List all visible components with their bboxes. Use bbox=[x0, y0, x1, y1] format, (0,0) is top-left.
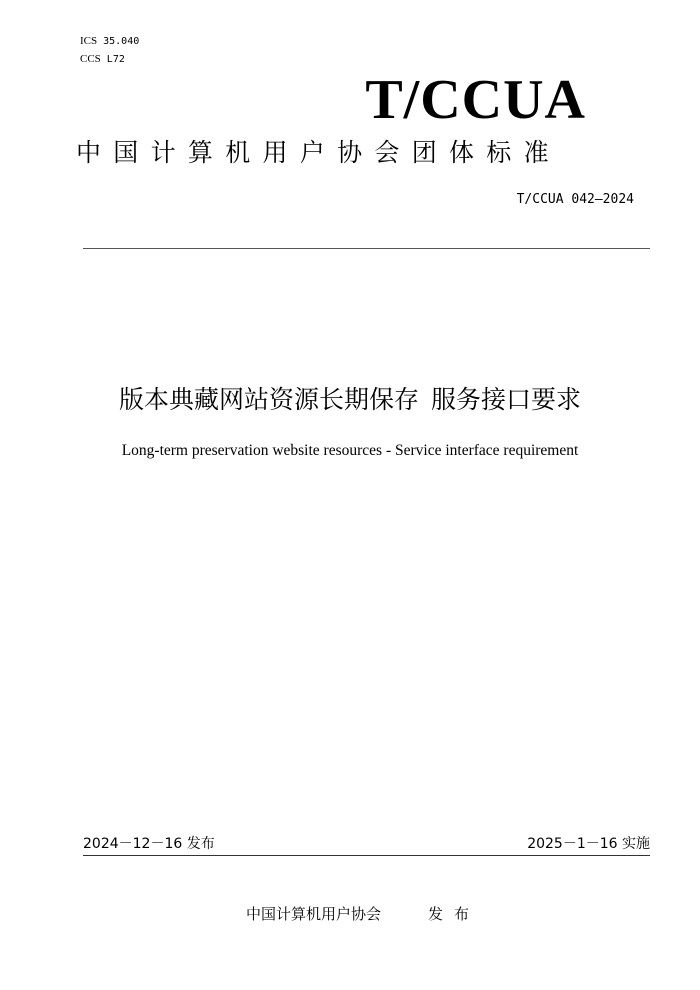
implementation-date: 2025－1－16 实施 bbox=[527, 836, 650, 852]
ics-code: 35.040 bbox=[103, 36, 140, 47]
brand-logo-text: T/CCUA bbox=[365, 69, 586, 131]
ics-label: ICS bbox=[80, 35, 98, 47]
standard-number: T/CCUA 042—2024 bbox=[516, 192, 634, 207]
ccs-code: L72 bbox=[106, 54, 125, 65]
ccs-classification bbox=[80, 53, 125, 66]
header-divider bbox=[83, 248, 650, 249]
publisher-name: 中国计算机用户协会 bbox=[246, 905, 382, 923]
ics-classification bbox=[80, 35, 139, 48]
publish-label: 发布 bbox=[428, 905, 481, 923]
ccs-label: CCS bbox=[80, 53, 101, 65]
document-title-en: Long-term preservation website resources - Service interface requirement bbox=[121, 442, 579, 459]
document-title-zh bbox=[0, 382, 700, 418]
organization-standard-title: 中国计算机用户协会团体标准 bbox=[76, 138, 561, 167]
release-date: 2024－12－16 发布 bbox=[83, 836, 215, 852]
title-zh-part1: 版本典藏网站资源长期保存 bbox=[118, 385, 419, 414]
title-zh-part2: 服务接口要求 bbox=[431, 385, 582, 414]
footer-divider bbox=[83, 855, 650, 856]
